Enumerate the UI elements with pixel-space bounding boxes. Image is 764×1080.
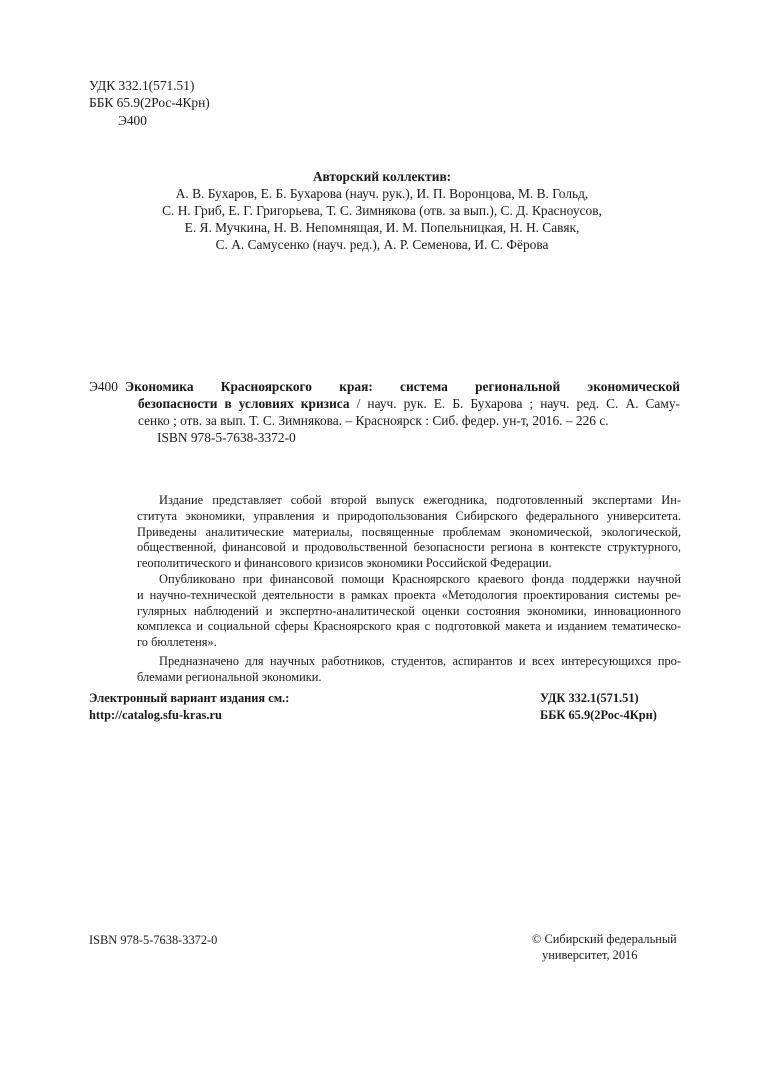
- annotation-line: Издание представляет собой второй выпуск ежегодника, подготовленный экспертами Ин-: [159, 493, 681, 507]
- annotation-line: гулярных наблюдений и экспертно-аналитической оценки состояния экономики, инновационного: [137, 603, 681, 618]
- annotation-paragraph: [137, 572, 681, 651]
- isbn-footer: ISBN 978-5-7638-3372-0: [89, 933, 218, 947]
- copyright-notice: [532, 932, 677, 963]
- bib-isbn: ISBN 978-5-7638-3372-0: [157, 430, 296, 445]
- udk-index-right: УДК 332.1(571.51): [540, 691, 639, 705]
- authors-line: А. В. Бухаров, Е. Б. Бухарова (науч. рук.), И. П. Воронцова, М. В. Гольд,: [175, 186, 589, 201]
- annotation-paragraph: [137, 493, 681, 572]
- annotation-line: блемами региональной экономики.: [137, 669, 322, 684]
- authors-heading: Авторский коллектив:: [312, 169, 452, 184]
- bib-publication-line: сенко ; отв. за вып. Т. С. Зимнякова. – Красноярск : Сиб. федер. ун-т, 2016. – 226 с.: [138, 413, 609, 428]
- annotation-line: ститута экономики, управления и природопользования Сибирского федерального университета.: [137, 508, 681, 523]
- authors-block: [100, 168, 664, 253]
- annotation-line: комплекса и социальной сферы Красноярского края с подготовкой макета и изданием тематическо-: [137, 619, 681, 634]
- annotation-line: общественной, финансовой и продовольственной безопасности региона в контексте структурного,: [137, 540, 681, 555]
- bbk-index-top: ББК 65.9(2Рос-4Крн): [89, 95, 210, 110]
- annotation-line: и научно-технической деятельности в рамках проекта «Методология проектирования системы ре-: [137, 587, 681, 602]
- bibliographic-record: [125, 378, 680, 446]
- bib-line-2: [138, 395, 680, 412]
- electronic-version-label: Электронный вариант издания см.:: [89, 691, 290, 705]
- bib-responsibility: / науч. рук. Е. Б. Бухарова ; науч. ред. С. А. Саму-: [349, 396, 681, 411]
- copyright-line: © Сибирский федеральный: [532, 932, 677, 946]
- authors-line: С. Н. Гриб, Е. Г. Григорьева, Т. С. Зимнякова (отв. за вып.), С. Д. Красноусов,: [162, 203, 602, 218]
- udk-index-top: УДК 332.1(571.51): [89, 78, 195, 93]
- authors-line: Е. Я. Мучкина, Н. В. Непомнящая, И. М. Попельницкая, Н. Н. Савяк,: [184, 220, 580, 235]
- book-title-continued: безопасности в условиях кризиса: [138, 396, 350, 411]
- book-title: Экономика Красноярского края: система региональной экономической: [125, 379, 680, 394]
- copyright-line: университет, 2016: [542, 947, 638, 962]
- annotation-line: го бюллетеня».: [137, 635, 217, 650]
- annotation-line: Предназначено для научных работников, студентов, аспирантов и всех интересующихся про-: [159, 653, 681, 668]
- annotation-line: геополитического и финансового кризисов экономики Российской Федерации.: [137, 556, 552, 571]
- bib-author-code: Э400: [89, 379, 118, 394]
- annotation: [137, 493, 681, 686]
- bbk-index-right: ББК 65.9(2Рос-4Крн): [540, 708, 657, 722]
- annotation-line: Опубликовано при финансовой помощи Красноярского краевого фонда поддержки научной: [159, 571, 681, 586]
- annotation-line: Приведены аналитические материалы, посвященные проблемам экономической, экологической,: [137, 524, 681, 539]
- author-code-top: Э400: [118, 113, 147, 128]
- annotation-paragraph: [137, 654, 681, 686]
- authors-line: С. А. Самусенко (науч. ред.), А. Р. Семенова, И. С. Фёрова: [215, 237, 549, 252]
- electronic-version-url[interactable]: http://catalog.sfu-kras.ru: [89, 708, 222, 722]
